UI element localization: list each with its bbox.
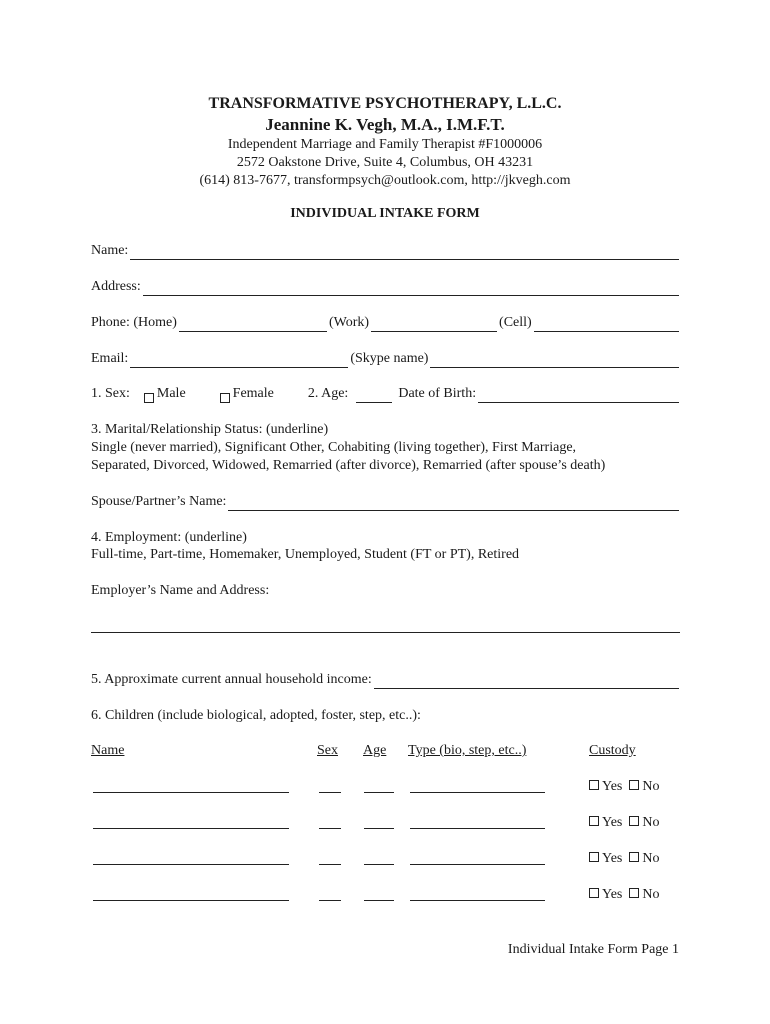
custody-yes-checkbox[interactable]: [589, 852, 599, 862]
child-sex-field[interactable]: [319, 814, 341, 829]
skype-label: (Skype name): [350, 351, 429, 366]
skype-field[interactable]: [430, 353, 679, 368]
child-name-field[interactable]: [93, 850, 289, 865]
child-name-field[interactable]: [93, 814, 289, 829]
sex-label: 1. Sex:: [91, 386, 130, 401]
name-label: Name:: [91, 243, 129, 258]
phone-home-field[interactable]: [179, 317, 327, 332]
email-row: [91, 350, 681, 368]
custody-no-label: No: [642, 815, 660, 830]
female-checkbox[interactable]: [220, 393, 230, 403]
income-row: [91, 671, 681, 689]
custody-options: [589, 850, 660, 868]
child-age-field[interactable]: [364, 814, 394, 829]
col-header-name: Name: [91, 743, 125, 758]
age-label: 2. Age:: [307, 386, 349, 401]
custody-yes-label: Yes: [602, 779, 623, 794]
email-field[interactable]: [130, 353, 348, 368]
child-sex-field[interactable]: [319, 850, 341, 865]
child-type-field[interactable]: [410, 850, 545, 865]
phone-work-field[interactable]: [371, 317, 497, 332]
custody-yes-label: Yes: [602, 851, 623, 866]
custody-no-label: No: [642, 851, 660, 866]
child-name-field[interactable]: [93, 886, 289, 901]
child-name-field[interactable]: [93, 778, 289, 793]
child-type-field[interactable]: [410, 814, 545, 829]
address-field[interactable]: [143, 281, 679, 296]
custody-no-label: No: [642, 779, 660, 794]
therapist-name: Jeannine K. Vegh, M.A., I.M.F.T.: [265, 115, 505, 134]
children-title: 6. Children (include biological, adopted, foster, step, etc..):: [91, 708, 421, 723]
organization-name: TRANSFORMATIVE PSYCHOTHERAPY, L.L.C.: [208, 95, 562, 112]
dob-field[interactable]: [478, 388, 679, 403]
col-header-sex: Sex: [317, 743, 338, 758]
custody-no-checkbox[interactable]: [629, 780, 639, 790]
address-row: [91, 278, 681, 296]
sex-age-row: [91, 385, 681, 403]
employer-label: Employer’s Name and Address:: [91, 583, 270, 598]
child-age-field[interactable]: [364, 850, 394, 865]
phone-cell-field[interactable]: [534, 317, 679, 332]
employment-options[interactable]: Full-time, Part-time, Homemaker, Unemployed, Student (FT or PT), Retired: [91, 547, 520, 562]
phone-row: [91, 314, 681, 332]
letterhead: [0, 94, 770, 190]
col-header-custody: Custody: [589, 743, 636, 758]
spouse-field[interactable]: [228, 496, 679, 511]
phone-work-label: (Work): [328, 315, 370, 330]
dob-label: Date of Birth:: [398, 386, 477, 401]
employment-title: 4. Employment: (underline): [91, 530, 247, 545]
female-label: Female: [232, 386, 274, 401]
spouse-row: [91, 493, 681, 511]
child-type-field[interactable]: [410, 886, 545, 901]
income-field[interactable]: [374, 674, 679, 689]
age-field[interactable]: [356, 388, 392, 403]
phone-cell-label: (Cell): [499, 315, 532, 330]
custody-yes-checkbox[interactable]: [589, 888, 599, 898]
name-field[interactable]: [130, 245, 679, 260]
license-line: Independent Marriage and Family Therapist #F1000006: [227, 137, 543, 152]
custody-yes-checkbox[interactable]: [589, 780, 599, 790]
custody-no-checkbox[interactable]: [629, 816, 639, 826]
page-footer: Individual Intake Form Page 1: [507, 942, 679, 957]
custody-no-checkbox[interactable]: [629, 852, 639, 862]
child-age-field[interactable]: [364, 886, 394, 901]
custody-options: [589, 778, 660, 796]
custody-yes-label: Yes: [602, 887, 623, 902]
custody-yes-label: Yes: [602, 815, 623, 830]
marital-title: 3. Marital/Relationship Status: (underline): [91, 422, 329, 437]
custody-no-label: No: [642, 887, 660, 902]
male-label: Male: [156, 386, 186, 401]
male-checkbox[interactable]: [144, 393, 154, 403]
name-row: [91, 242, 681, 260]
marital-options-line-1[interactable]: Single (never married), Significant Other, Cohabiting (living together), First Marriage,: [91, 440, 577, 455]
custody-no-checkbox[interactable]: [629, 888, 639, 898]
col-header-type: Type (bio, step, etc..): [408, 743, 527, 758]
email-label: Email:: [91, 351, 129, 366]
marital-options-line-2[interactable]: Separated, Divorced, Widowed, Remarried (after divorce), Remarried (after spouse’s death): [91, 458, 606, 473]
child-age-field[interactable]: [364, 778, 394, 793]
custody-options: [589, 886, 660, 904]
child-sex-field[interactable]: [319, 778, 341, 793]
street-address: 2572 Oakstone Drive, Suite 4, Columbus, OH 43231: [236, 155, 534, 170]
child-sex-field[interactable]: [319, 886, 341, 901]
contact-line: (614) 813-7677, transformpsych@outlook.com, http://jkvegh.com: [199, 173, 571, 188]
spouse-label: Spouse/Partner’s Name:: [91, 494, 227, 509]
address-label: Address:: [91, 279, 141, 294]
col-header-age: Age: [363, 743, 387, 758]
custody-yes-checkbox[interactable]: [589, 816, 599, 826]
form-title: INDIVIDUAL INTAKE FORM: [290, 206, 480, 221]
custody-options: [589, 814, 660, 832]
income-label: 5. Approximate current annual household income:: [91, 672, 372, 687]
child-type-field[interactable]: [410, 778, 545, 793]
employer-field[interactable]: [91, 632, 680, 633]
phone-home-label: Phone: (Home): [91, 315, 177, 330]
